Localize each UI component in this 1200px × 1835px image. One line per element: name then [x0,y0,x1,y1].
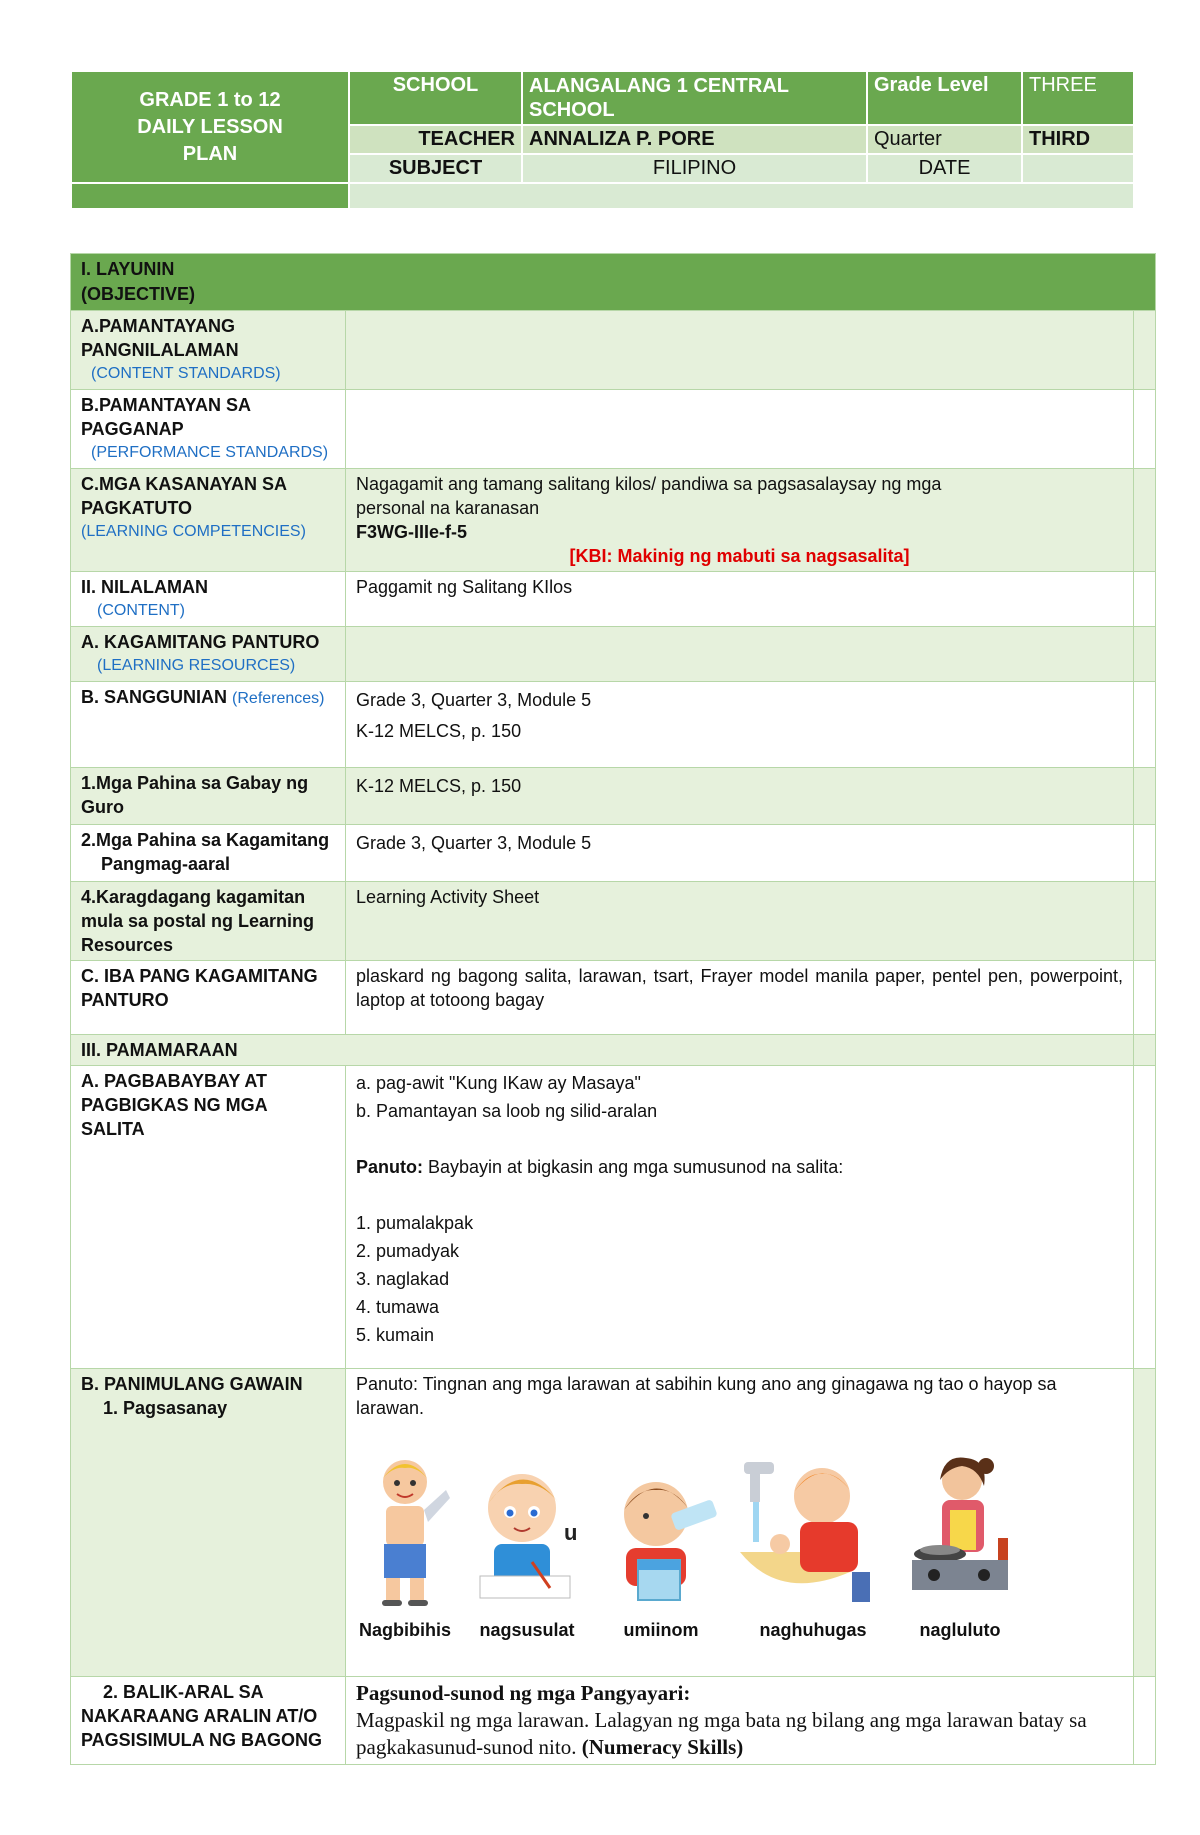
preliminary-activity-row [71,1369,1156,1677]
label-line: A. PAGBABAYBAY AT [81,1071,268,1091]
review-row [71,1677,1156,1765]
panuto-text: Baybayin at bigkasin ang mga sumusunod na salita: [423,1157,844,1177]
reference-line: K-12 MELCS, p. 150 [356,721,522,741]
performance-standards-label [71,390,346,469]
subject-value: FILIPINO [522,154,867,183]
activity-item: a. pag-awit "Kung IKaw ay Masaya" [356,1073,641,1093]
review-value [346,1677,1134,1765]
performance-standards-row [71,390,1156,469]
spelling-label [71,1066,346,1369]
competency-code: F3WG-IIIe-f-5 [356,522,467,542]
references-label [71,682,346,768]
edge-cell [1134,1066,1156,1369]
edge-cell [1134,882,1156,961]
edge-cell [1134,1677,1156,1765]
label-line: PAGGANAP [81,419,184,439]
reference-line: Grade 3, Quarter 3, Module 5 [356,690,592,710]
label-line: PAGBIGKAS NG MGA SALITA [81,1095,268,1139]
label-line: 1. Pagsasanay [103,1398,228,1418]
picture-caption: umiinom [623,1620,699,1640]
edge-cell [1134,469,1156,572]
boy-washing-hands-illustration [740,1452,886,1608]
picture-caption: nagsusulat [479,1620,575,1640]
kbi-note: [KBI: Makinig ng mabuti sa nagsasalita] [569,546,910,566]
additional-materials-label [71,882,346,961]
header-table [70,70,1135,210]
word-item: 3. naglakad [356,1269,450,1289]
word-item: 4. tumawa [356,1297,440,1317]
label-sub: (LEARNING RESOURCES) [97,657,296,674]
review-skill-tag: (Numeracy Skills) [581,1735,744,1759]
edge-cell [1134,311,1156,390]
teacher-guide-label [71,768,346,825]
label-sub: (CONTENT) [97,602,185,619]
quarter-label: Quarter [867,125,1022,154]
school-label: SCHOOL [349,71,522,125]
learning-resources-value [346,627,1134,682]
review-title: Pagsunod-sunod ng mga Pangyayari: [356,1681,691,1705]
label-line: PANGNILALAMAN [81,340,239,360]
preliminary-activity-label [71,1369,346,1677]
label-line: 2. BALIK-ARAL SA [103,1682,264,1702]
lesson-plan-table [70,253,1156,1765]
word-item: 2. pumadyak [356,1241,460,1261]
content-standards-label [71,311,346,390]
performance-standards-value [346,390,1134,469]
spelling-row [71,1066,1156,1369]
boy-drinking-illustration [600,1468,722,1608]
content-standards-value [346,311,1134,390]
label-line: Resources [81,935,174,955]
preliminary-activity-value [346,1369,1134,1677]
dlp-title-line: DAILY LESSON [137,115,283,138]
quarter-value: THIRD [1022,125,1134,154]
procedure-section-row [71,1035,1156,1066]
date-label: DATE [867,154,1022,183]
additional-materials-value: Learning Activity Sheet [346,882,1134,961]
objective-title: I. LAYUNIN [81,259,175,279]
word-item: 5. kumain [356,1325,435,1345]
label-line: PAGSISIMULA NG BAGONG [81,1730,323,1750]
teacher-guide-row [71,768,1156,825]
competencies-row [71,469,1156,572]
edge-cell [1134,627,1156,682]
edge-cell [1134,682,1156,768]
picture-caption: naghuhugas [759,1620,867,1640]
label-line: A. KAGAMITANG PANTURO [81,632,320,652]
edge-cell [1134,390,1156,469]
date-value [1022,154,1134,183]
other-materials-label [71,961,346,1035]
additional-materials-row [71,882,1156,961]
woman-cooking-illustration [904,1450,1016,1608]
picture-card [472,1458,582,1642]
label-line: Guro [81,797,124,817]
label-line: PAGKATUTO [81,498,192,518]
competencies-label [71,469,346,572]
content-standards-row [71,311,1156,390]
teacher-value: ANNALIZA P. PORE [522,125,867,154]
label-line: mula sa postal ng Learning [81,911,315,931]
grade-level-value: THREE [1022,71,1134,125]
content-row [71,572,1156,627]
panuto-line [356,1153,1123,1181]
picture-card [904,1450,1016,1642]
dlp-title-line: GRADE 1 to 12 [139,88,281,111]
dlp-title-block [71,71,349,183]
label-line: B. SANGGUNIAN [81,687,228,707]
word-list [356,1209,1123,1349]
label-line: A.PAMANTAYANG [81,316,236,336]
edge-cell [1134,825,1156,882]
label-sub: (LEARNING COMPETENCIES) [81,523,306,540]
svg-text:u: u [564,1520,578,1545]
label-line: 2.Mga Pahina sa Kagamitang [81,830,330,850]
edge-cell [1134,961,1156,1035]
learning-resources-row [71,627,1156,682]
picture-caption: nagluluto [919,1620,1001,1640]
label-line: C. IBA PANG KAGAMITANG [81,966,318,986]
competency-text: Nagagamit ang tamang salitang kilos/ pandiwa sa pagsasalaysay ng mga [356,474,942,494]
picture-card [740,1452,886,1642]
other-materials-value: plaskard ng bagong salita, larawan, tsart, Frayer model manila paper, pentel pen, powerpoint, laptop at totoong bagay [346,961,1134,1035]
label-line: B. PANIMULANG GAWAIN [81,1374,303,1394]
picture-row [356,1450,1123,1642]
school-value: ALANGALANG 1 CENTRAL SCHOOL [522,71,867,125]
other-materials-row [71,961,1156,1035]
boy-writing-illustration [472,1458,582,1608]
subject-label: SUBJECT [349,154,522,183]
references-value [346,682,1134,768]
edge-cell [1134,1035,1156,1066]
review-text [356,1707,1123,1761]
references-row [71,682,1156,768]
activity-item: b. Pamantayan sa loob ng silid-aralan [356,1101,658,1121]
competencies-value [346,469,1134,572]
teacher-label: TEACHER [349,125,522,154]
content-label [71,572,346,627]
spelling-value [346,1066,1134,1369]
edge-cell [1134,768,1156,825]
label-line: II. NILALAMAN [81,577,208,597]
learner-materials-label [71,825,346,882]
objective-section-header [71,254,1156,311]
word-item: 1. pumalakpak [356,1213,474,1233]
panuto-text: Panuto: Tingnan ang mga larawan at sabihin kung ano ang ginagawa ng tao o hayop sa larawan. [356,1374,1057,1418]
objective-subtitle: (OBJECTIVE) [81,284,196,304]
edge-cell [1134,1369,1156,1677]
label-line: B.PAMANTAYAN SA [81,395,252,415]
learner-materials-row [71,825,1156,882]
picture-caption: Nagbibihis [358,1620,451,1640]
label-line: NAKARAANG ARALIN AT/O [81,1706,318,1726]
label-line: PANTURO [81,990,169,1010]
label-sub: (PERFORMANCE STANDARDS) [91,444,329,461]
procedure-title: III. PAMAMARAAN [71,1035,1134,1066]
picture-card [356,1450,454,1642]
header-blank-right [349,183,1134,209]
learning-resources-label [71,627,346,682]
label-line: Pangmag-aaral [101,854,231,874]
label-sub: (References) [232,690,325,707]
header-blank-left [71,183,349,209]
dlp-title-line: PLAN [182,142,238,165]
boy-dressing-illustration [356,1450,454,1608]
grade-level-label: Grade Level [867,71,1022,125]
label-line: 4.Karagdagang kagamitan [81,887,306,907]
review-label [71,1677,346,1765]
learner-materials-value: Grade 3, Quarter 3, Module 5 [346,825,1134,882]
teacher-guide-value: K-12 MELCS, p. 150 [346,768,1134,825]
edge-cell [1134,572,1156,627]
content-value: Paggamit ng Salitang KIlos [346,572,1134,627]
label-line: C.MGA KASANAYAN SA [81,474,288,494]
panuto-label: Panuto: [356,1157,423,1177]
competency-text: personal na karanasan [356,498,540,518]
picture-card [600,1468,722,1642]
label-line: 1.Mga Pahina sa Gabay ng [81,773,309,793]
review-body: Magpaskil ng mga larawan. Lalagyan ng mga bata ng bilang ang mga larawan batay sa pagkakasunud-sunod nito. [356,1708,1087,1759]
label-sub: (CONTENT STANDARDS) [91,365,281,382]
